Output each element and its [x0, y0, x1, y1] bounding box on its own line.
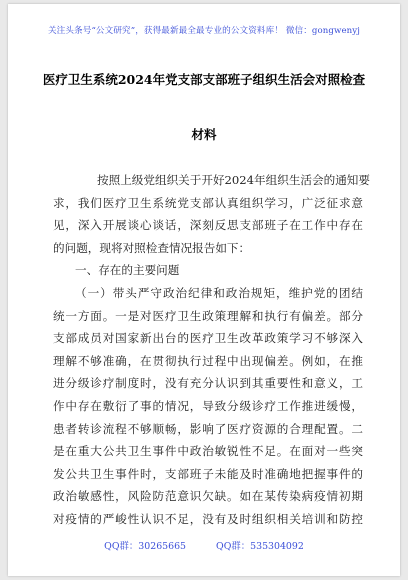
document-body	[53, 169, 370, 531]
body-line: 见，深入开展谈心谈话，深刻反思支部班子在工作中存在	[53, 218, 363, 233]
body-line: 进分级诊疗制度时，没有充分认识到其重要性和意义，工	[53, 376, 363, 391]
body-line: （一）带头严守政治纪律和政治规矩，维护党的团结	[75, 285, 363, 300]
footer-qq-group-2: QQ群：535304092	[216, 541, 304, 552]
body-line: 的问题，现将对照检查情况报告如下：	[53, 240, 251, 255]
body-line: 政治敏感性，风险防范意识欠缺。如在某传染病疫情初期	[53, 489, 363, 504]
footer-contact	[8, 538, 400, 552]
body-line: 发公共卫生事件时，支部班子未能及时准确地把握事件的	[53, 466, 363, 481]
body-line: 统一方面。一是对医疗卫生政策理解和执行有偏差。部分	[53, 308, 363, 323]
body-line: 按照上级党组织关于开好2024年组织生活会的通知要	[97, 173, 370, 187]
footer-qq-group-1: QQ群：30265665	[104, 541, 187, 552]
body-line: 对疫情的严峻性认识不足，没有及时组织相关培训和防控	[53, 511, 363, 526]
document-title-continued: 材料	[191, 127, 217, 142]
document-title: 医疗卫生系统2024年党支部支部班子组织生活会对照检查	[42, 72, 366, 87]
document-page	[8, 4, 400, 576]
body-line: 作中存在敷衍了事的情况，导致分级诊疗工作推进缓慢，	[53, 398, 363, 413]
body-line: 理解不够准确，在贯彻执行过程中出现偏差。例如，在推	[53, 353, 363, 368]
section-heading: 一、存在的主要问题	[75, 263, 180, 278]
body-line: 是在重大公共卫生事件中政治敏锐性不足。在面对一些突	[53, 444, 363, 459]
body-line: 患者转诊流程不够顺畅，影响了医疗资源的合理配置。二	[53, 421, 363, 436]
promo-banner: 关注头条号“公文研究”，获得最新最全最专业的公文资料库！ 微信：gongwenyj	[47, 26, 361, 36]
body-line: 支部成员对国家新出台的医疗卫生改革政策学习不够深入	[53, 331, 363, 346]
body-line: 求，我们医疗卫生系统党支部认真组织学习，广泛征求意	[53, 195, 363, 210]
